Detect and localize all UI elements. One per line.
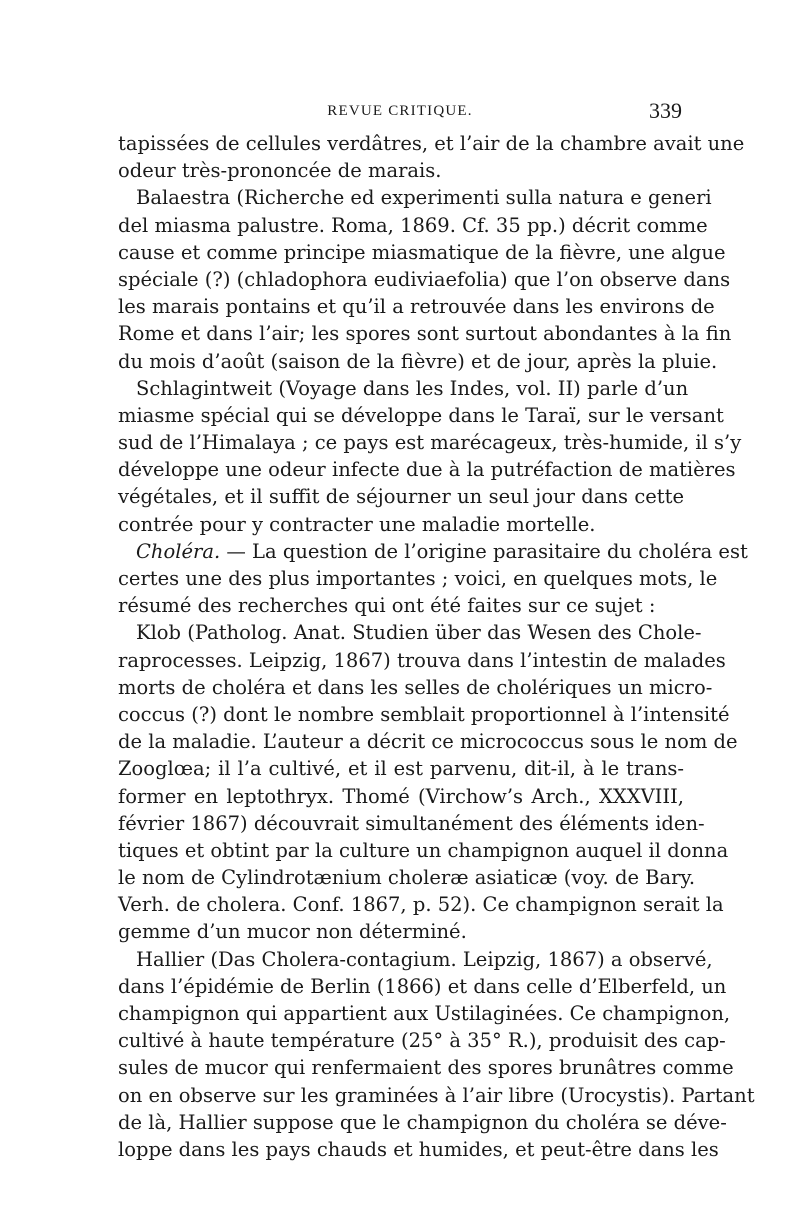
text-line: miasme spécial qui se développe dans le Taraï, sur le versant	[118, 403, 724, 427]
text-line: contrée pour y contracter une maladie mortelle.	[118, 512, 596, 536]
text-line: Hallier (Das Cholera-contagium. Leipzig, 1867) a observé,	[136, 947, 713, 971]
text-line: champignon qui appartient aux Ustilaginées. Ce champignon,	[118, 1002, 731, 1025]
text-line: Klob (Patholog. Anat. Studien über das Wesen des Chole-	[136, 621, 702, 645]
text-line: morts de choléra et dans les selles de cholériques un micro-	[118, 675, 713, 699]
text-line: coccus (?) dont le nombre semblait proportionnel à l’intensité	[118, 702, 730, 726]
text-line: végétales, et il suffit de séjourner un seul jour dans cette	[118, 485, 684, 509]
text-line: raprocesses. Leipzig, 1867) trouva dans l’intestin de malades	[118, 648, 726, 672]
text-line: odeur très-prononcée de marais.	[118, 159, 442, 183]
text-line: spéciale (?) (chladophora eudiviaefolia) que l’on observe dans	[118, 267, 731, 291]
text-line: février 1867) découvrait simultanément des éléments iden-	[118, 811, 705, 835]
running-head	[118, 98, 682, 126]
text-line: de la maladie. L’auteur a décrit ce micrococcus sous le nom de	[118, 730, 738, 754]
text-line: cultivé à haute température (25° à 35° R.), produisit des cap-	[118, 1029, 726, 1053]
text-line: Verh. de cholera. Conf. 1867, p. 52). Ce champignon serait la	[118, 893, 724, 917]
text-line-cholera-heading	[118, 538, 748, 565]
text-line: sules de mucor qui renfermaient des spores brunâtres comme	[118, 1056, 734, 1080]
text-line: résumé des recherches qui ont été faites sur ce sujet :	[118, 594, 656, 618]
page-number: 339	[649, 98, 682, 123]
text-line: tiques et obtint par la culture un champignon auquel il donna	[118, 838, 729, 862]
text-line: certes une des plus importantes ; voici, en quelques mots, le	[118, 567, 718, 590]
text-line: les marais pontains et qu’il a retrouvée dans les environs de	[118, 295, 715, 319]
body-text	[118, 130, 755, 1163]
text-line: de là, Hallier suppose que le champignon du choléra se déve-	[118, 1110, 727, 1134]
text-line: développe une odeur infecte due à la putréfaction de matières	[118, 458, 736, 482]
text-line: del miasma palustre. Roma, 1869. Cf. 35 pp.) décrit comme	[118, 213, 708, 237]
text-line: dans l’épidémie de Berlin (1866) et dans celle d’Elberfeld, un	[118, 974, 727, 998]
running-title: REVUE CRITIQUE.	[327, 103, 473, 119]
text-line: Rome et dans l’air; les spores sont surtout abondantes à la fin	[118, 322, 732, 346]
text-line: cause et comme principe miasmatique de la fièvre, une algue	[118, 240, 726, 264]
text-line: le nom de Cylindrotænium choleræ asiaticæ (voy. de Bary.	[118, 866, 696, 890]
text-line-rest: — La question de l’origine parasitaire du choléra est	[226, 539, 748, 563]
text-line: tapissées de cellules verdâtres, et l’air de la chambre avait une	[118, 132, 745, 155]
text-line: loppe dans les pays chauds et humides, et peut-être dans les	[118, 1137, 719, 1161]
text-line: former en leptothryx. Thomé (Virchow’s Arch., XXXVIII,	[118, 784, 684, 808]
text-line: on en observe sur les graminées à l’air libre (Urocystis). Partant	[118, 1083, 755, 1107]
text-line: du mois d’août (saison de la fièvre) et de jour, après la pluie.	[118, 349, 718, 373]
text-line: gemme d’un mucor non déterminé.	[118, 920, 467, 944]
text-line: Schlagintweit (Voyage dans les Indes, vol. II) parle d’un	[136, 376, 689, 400]
text-line: Zooglœa; il l’a cultivé, et il est parvenu, dit-il, à le trans-	[118, 757, 684, 781]
text-line: sud de l’Himalaya ; ce pays est marécageux, très-humide, il s’y	[118, 431, 742, 455]
text-line: Balaestra (Richerche ed experimenti sulla natura e generi	[136, 186, 712, 210]
cholera-italic-lead: Choléra.	[136, 539, 221, 563]
